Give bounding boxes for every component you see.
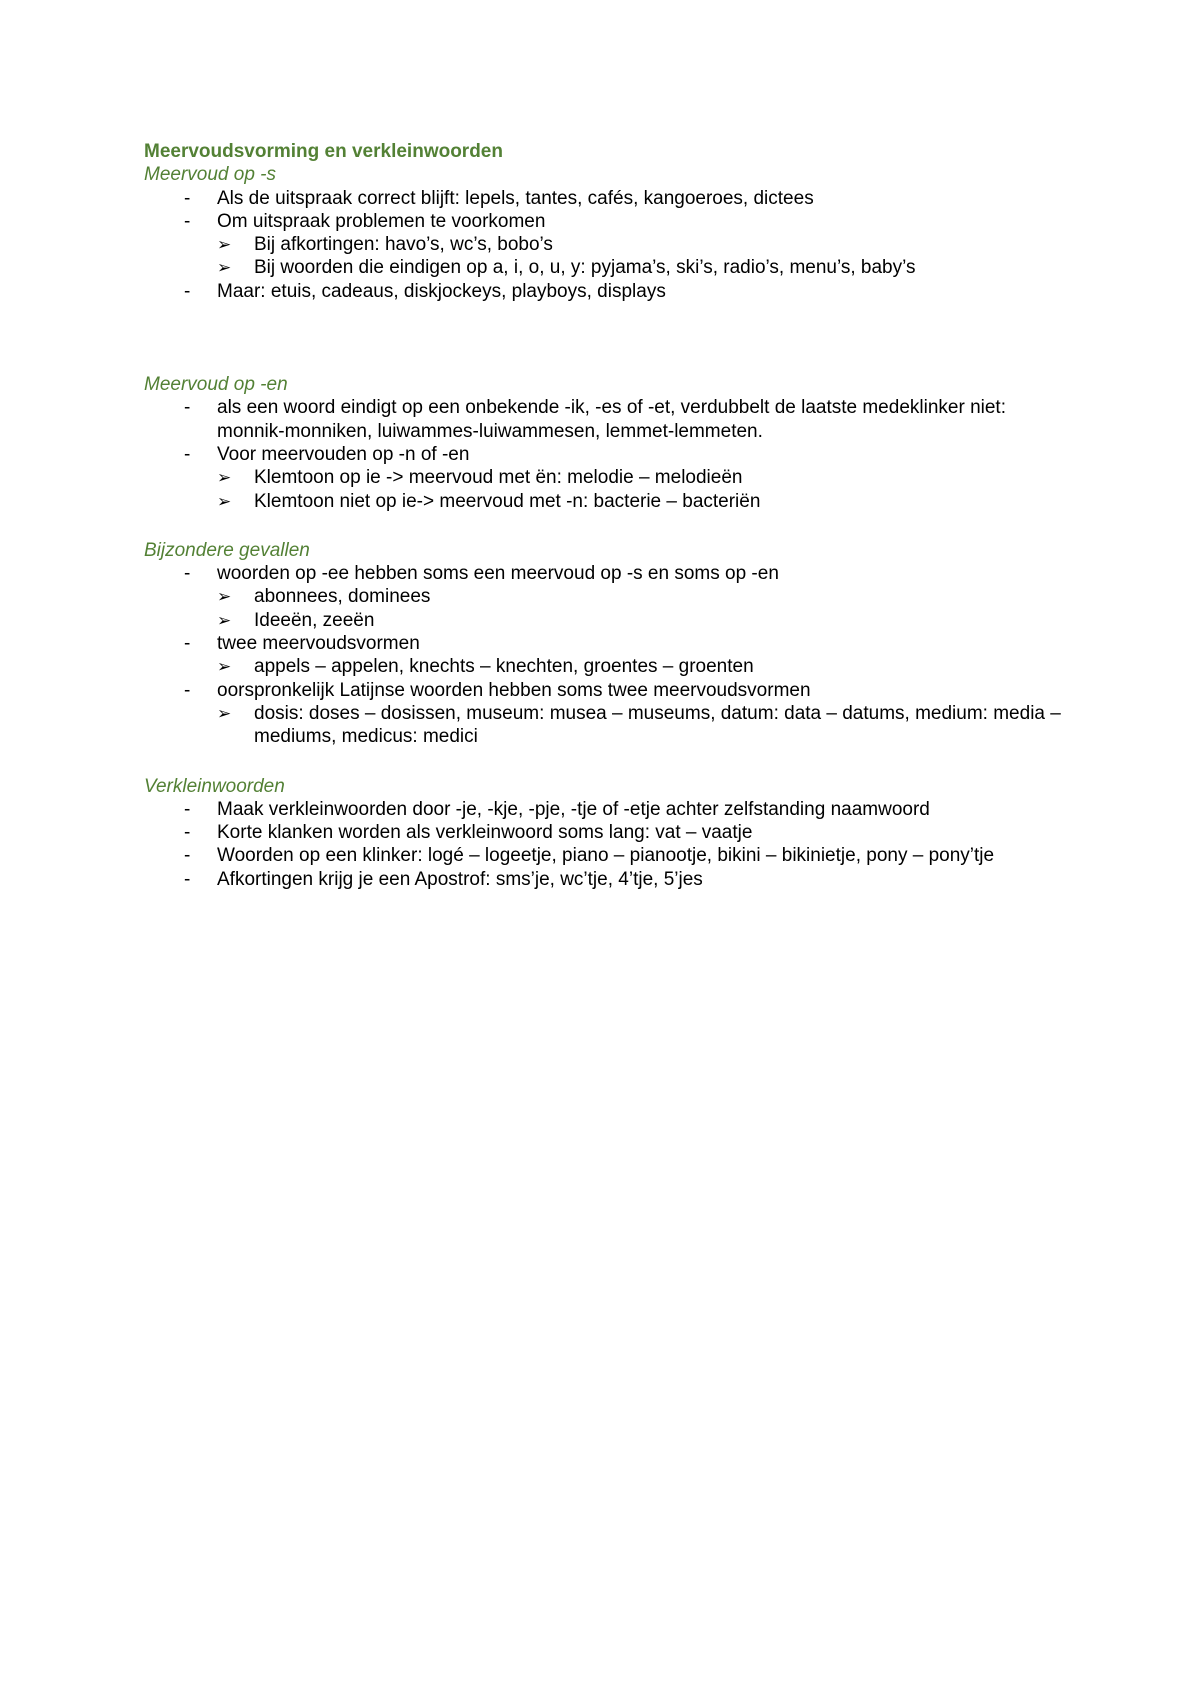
- list-item: [144, 798, 1074, 821]
- sub-list-item: [144, 466, 1074, 489]
- arrow-bullet-icon: ➢: [217, 703, 232, 723]
- document-body: [144, 163, 1074, 891]
- list-item-text: Woorden op een klinker: logé – logeetje, piano – pianootje, bikini – bikinietje, pony – pony’tje: [217, 845, 995, 867]
- sub-list-item-text: dosis: doses – dosissen, museum: musea – museums, datum: data – datums, medium: media – mediums, medicus: medici: [254, 702, 1061, 748]
- section-spacer: [144, 513, 1074, 539]
- section-heading: Meervoud op -en: [144, 374, 288, 396]
- list-item-text: Als de uitspraak correct blijft: lepels, tantes, cafés, kangoeroes, dictees: [217, 187, 814, 209]
- dash-bullet-icon: -: [184, 563, 191, 585]
- arrow-bullet-icon: ➢: [217, 235, 232, 255]
- section-heading: Bijzondere gevallen: [144, 539, 310, 561]
- arrow-bullet-icon: ➢: [217, 610, 232, 630]
- document-page: [144, 140, 1074, 891]
- sub-list-item-text: Klemtoon niet op ie-> meervoud met -n: bacterie – bacteriën: [254, 490, 761, 512]
- list-item: [144, 210, 1074, 233]
- dash-bullet-icon: -: [184, 868, 191, 890]
- list-item-text: Om uitspraak problemen te voorkomen: [217, 210, 546, 232]
- sub-list-item-text: Ideeën, zeeën: [254, 609, 375, 631]
- bullet-list: [144, 562, 1074, 748]
- sub-list-item: [144, 490, 1074, 513]
- dash-bullet-icon: -: [184, 443, 191, 465]
- sub-list-item: [144, 609, 1074, 632]
- arrow-bullet-icon: ➢: [217, 657, 232, 677]
- dash-bullet-icon: -: [184, 679, 191, 701]
- dash-bullet-icon: -: [184, 798, 191, 820]
- dash-bullet-icon: -: [184, 845, 191, 867]
- list-item-text: als een woord eindigt op een onbekende -ik, -es of -et, verdubbelt de laatste medeklinker niet: monnik-monniken, luiwammes-luiwammesen, lemmet-lemmeten.: [217, 397, 1006, 442]
- sub-list-item: [144, 233, 1074, 256]
- section-heading: Verkleinwoorden: [144, 775, 285, 797]
- dash-bullet-icon: -: [184, 397, 191, 419]
- list-item-text: Maar: etuis, cadeaus, diskjockeys, playboys, displays: [217, 280, 666, 302]
- section-spacer: [144, 303, 1074, 373]
- dash-bullet-icon: -: [184, 633, 191, 655]
- list-item-text: woorden op -ee hebben soms een meervoud op -s en soms op -en: [217, 563, 779, 585]
- sub-list-item: [144, 702, 1074, 749]
- list-item-text: Afkortingen krijg je een Apostrof: sms’je, wc’tje, 4’tje, 5’jes: [217, 868, 703, 890]
- sub-list-item: [144, 655, 1074, 678]
- list-item-text: Korte klanken worden als verkleinwoord soms lang: vat – vaatje: [217, 822, 753, 844]
- dash-bullet-icon: -: [184, 822, 191, 844]
- list-item-text: oorspronkelijk Latijnse woorden hebben soms twee meervoudsvormen: [217, 679, 811, 701]
- list-item: [144, 844, 1074, 867]
- sub-list-item: [144, 585, 1074, 608]
- dash-bullet-icon: -: [184, 280, 191, 302]
- list-item: [144, 632, 1074, 655]
- list-item: [144, 280, 1074, 303]
- sub-list-item-text: Klemtoon op ie -> meervoud met ën: melodie – melodieën: [254, 467, 743, 489]
- list-item: [144, 187, 1074, 210]
- sub-list-item-text: abonnees, dominees: [254, 586, 431, 608]
- arrow-bullet-icon: ➢: [217, 258, 232, 278]
- arrow-bullet-icon: ➢: [217, 468, 232, 488]
- sub-list-item-text: Bij afkortingen: havo’s, wc’s, bobo’s: [254, 234, 553, 256]
- list-item: [144, 396, 1074, 443]
- dash-bullet-icon: -: [184, 187, 191, 209]
- list-item-text: Voor meervouden op -n of -en: [217, 443, 470, 465]
- list-item-text: Maak verkleinwoorden door -je, -kje, -pje, -tje of -etje achter zelfstanding naamwoord: [217, 798, 930, 820]
- list-item: [144, 679, 1074, 702]
- document-title: Meervoudsvorming en verkleinwoorden: [144, 141, 503, 162]
- bullet-list: [144, 798, 1074, 891]
- list-item: [144, 562, 1074, 585]
- section-heading: Meervoud op -s: [144, 164, 277, 186]
- bullet-list: [144, 187, 1074, 303]
- arrow-bullet-icon: ➢: [217, 587, 232, 607]
- list-item: [144, 868, 1074, 891]
- sub-list-item-text: Bij woorden die eindigen op a, i, o, u, y: pyjama’s, ski’s, radio’s, menu’s, baby’s: [254, 257, 916, 279]
- sub-list-item: [144, 256, 1074, 279]
- section-spacer: [144, 749, 1074, 775]
- sub-list-item-text: appels – appelen, knechts – knechten, groentes – groenten: [254, 656, 754, 678]
- bullet-list: [144, 396, 1074, 512]
- list-item: [144, 821, 1074, 844]
- list-item: [144, 443, 1074, 466]
- arrow-bullet-icon: ➢: [217, 491, 232, 511]
- list-item-text: twee meervoudsvormen: [217, 633, 420, 655]
- dash-bullet-icon: -: [184, 210, 191, 232]
